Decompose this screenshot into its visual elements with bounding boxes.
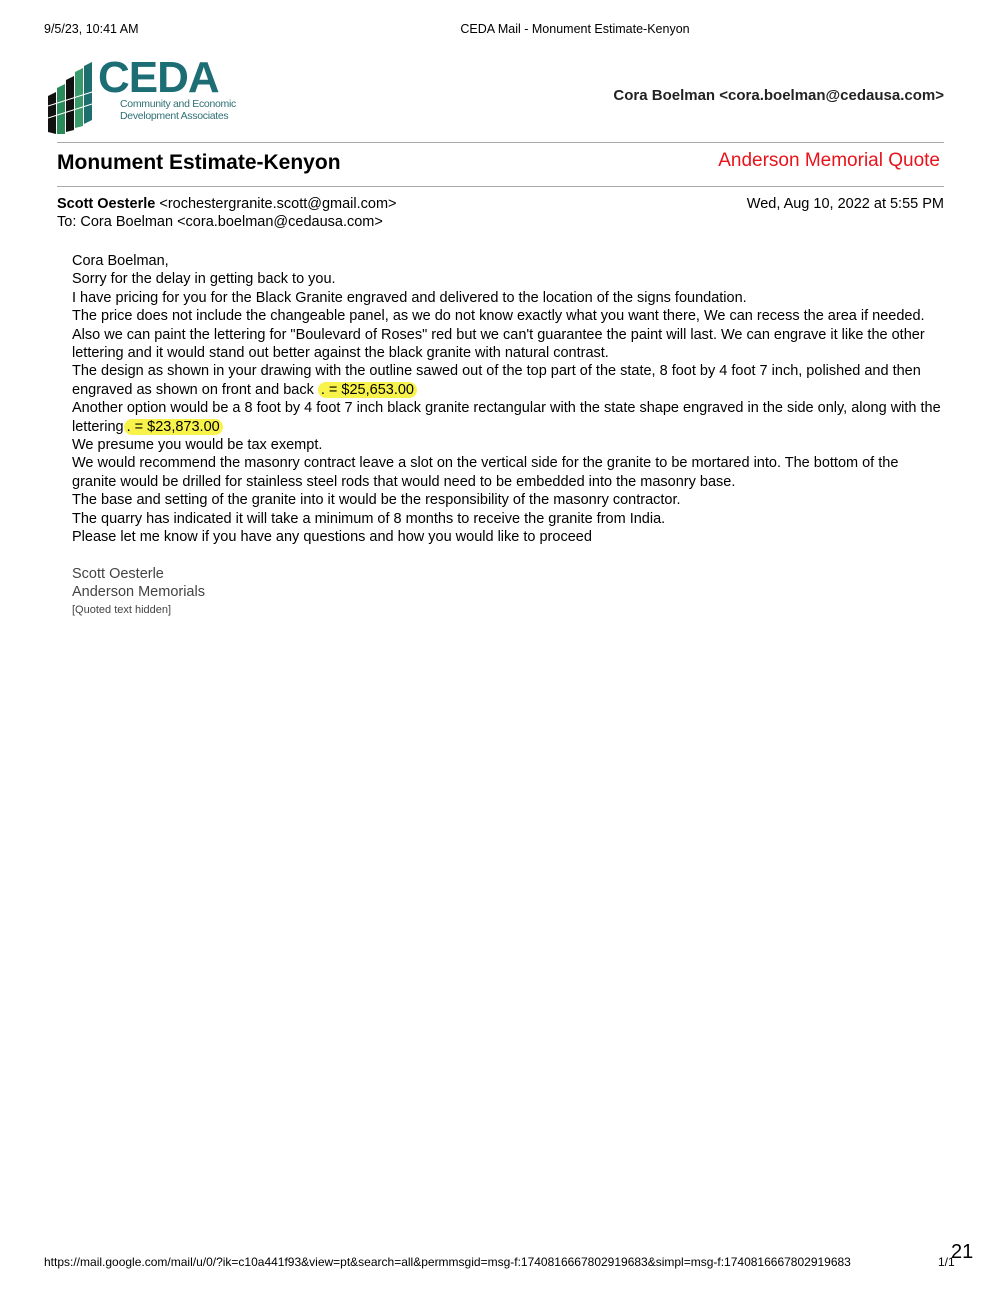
body-line: The base and setting of the granite into it would be the responsibility of the masonry contractor.: [72, 492, 681, 509]
print-title: CEDA Mail - Monument Estimate-Kenyon: [460, 22, 690, 36]
quoted-text-toggle[interactable]: [Quoted text hidden]: [72, 604, 172, 616]
price-highlight-1: . = $25,653.00: [318, 382, 417, 398]
body-line: We presume you would be tax exempt.: [72, 437, 323, 454]
message-subject: Monument Estimate-Kenyon: [57, 151, 341, 174]
logo-wordmark: CEDA: [98, 53, 219, 102]
body-text: Another option would be a 8 foot by 4 foot 7 inch black granite rectangular with the state shape engraved in the side only, along with the lettering: [72, 400, 941, 435]
ceda-logo-bars-icon: [48, 62, 100, 134]
price-highlight-2: . = $23,873.00: [124, 419, 223, 435]
body-line: We would recommend the masonry contract leave a slot on the vertical side for the granite to be mortared into. The bottom of the granite would be drilled for stainless steel rods that would need to be embedded into the masonry base.: [72, 455, 899, 490]
message-date: Wed, Aug 10, 2022 at 5:55 PM: [746, 196, 944, 212]
message-sender: [57, 196, 397, 212]
print-url: https://mail.google.com/mail/u/0/?ik=c10a441f93&view=pt&search=all&permmsgid=msg-f:1740816667802919683&simpl=msg-f:1740816667802919683: [44, 1255, 851, 1269]
logo-tagline-line-2: Development Associates: [120, 110, 229, 122]
body-line: The price does not include the changeable panel, as we do not know exactly what you want there, We can recess the area if needed. Also we can paint the lettering for "Boulevard of Roses" red but we can't guarantee the paint will last. We can engrave it like the other lettering and it would stand out better against the black granite with natural contrast.: [72, 308, 925, 362]
body-line: I have pricing for you for the Black Granite engraved and delivered to the location of the signs foundation.: [72, 289, 747, 306]
logo-tagline: [120, 98, 236, 122]
body-line: Cora Boelman,: [72, 253, 169, 269]
sender-email[interactable]: <rochestergranite.scott@gmail.com>: [159, 196, 397, 212]
print-datetime: 9/5/23, 10:41 AM: [44, 22, 139, 36]
ceda-logo: [48, 53, 238, 134]
body-text: The design as shown in your drawing with the outline sawed out of the top part of the state, 8 foot by 4 foot 7 inch, polished and then engraved as shown on front and back: [72, 363, 921, 398]
signature-company: Anderson Memorials: [72, 584, 205, 601]
signature-name: Scott Oesterle: [72, 566, 164, 582]
page-stamp: 21: [951, 1241, 974, 1263]
account-name: Cora Boelman <cora.boelman@cedausa.com>: [613, 87, 944, 104]
body-line: [72, 362, 942, 399]
body-line: The quarry has indicated it will take a minimum of 8 months to receive the granite from India.: [72, 510, 666, 527]
handwritten-annotation: Anderson Memorial Quote: [718, 150, 940, 171]
page-number: 1/1: [938, 1255, 955, 1269]
body-line: Sorry for the delay in getting back to you.: [72, 271, 336, 288]
sender-name: Scott Oesterle: [57, 196, 156, 212]
divider: [57, 142, 944, 143]
body-line: [72, 399, 942, 436]
print-header: [44, 22, 956, 40]
signature: [72, 565, 205, 602]
message-recipient: To: Cora Boelman <cora.boelman@cedausa.com>: [57, 214, 383, 230]
logo-tagline-line-1: Community and Economic: [120, 98, 236, 110]
message-body: [72, 252, 942, 547]
body-line: Please let me know if you have any questions and how you would like to proceed: [72, 529, 592, 546]
divider: [57, 186, 944, 187]
